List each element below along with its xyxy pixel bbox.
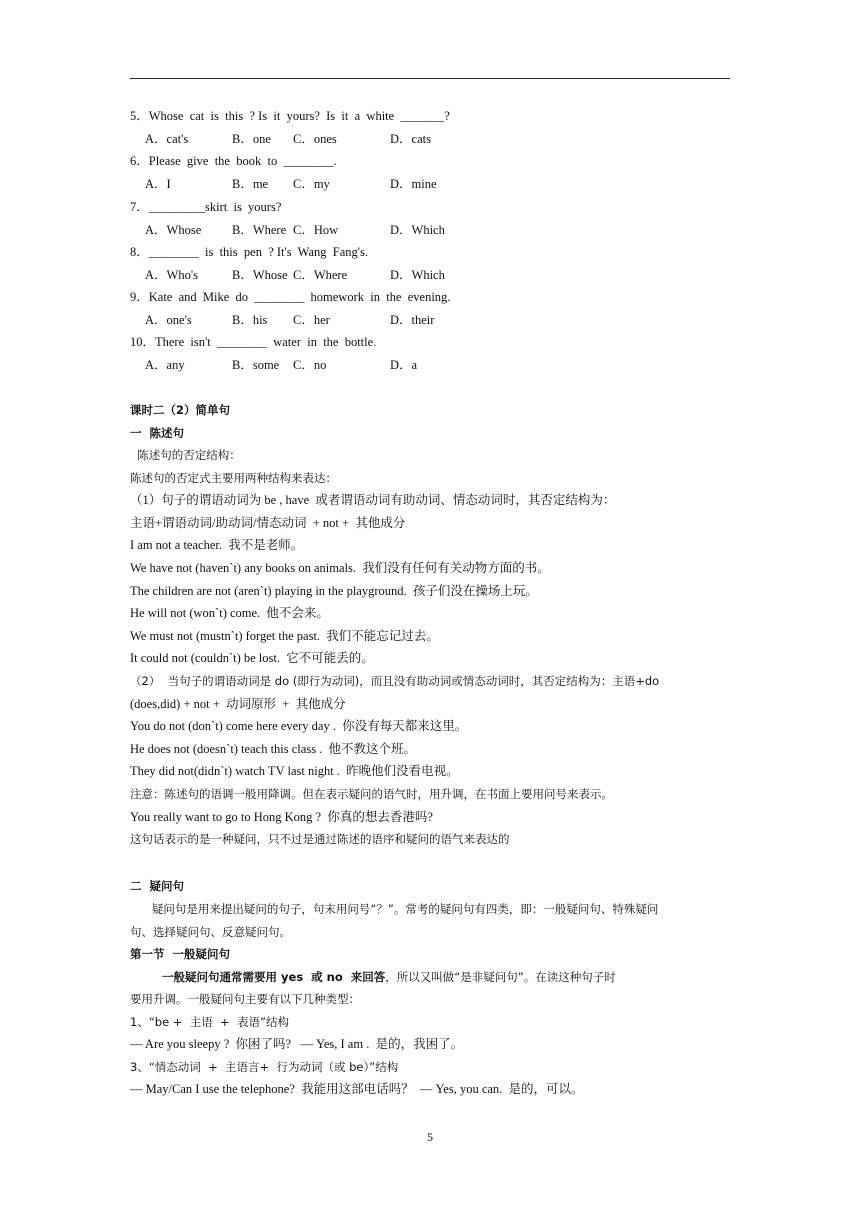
content-line: （2） 当句子的谓语动词是 do (即行为动词)，而且没有助动词或情态动词时，其否定结构为：主语+do bbox=[130, 674, 660, 688]
question-stem: 9．Kate and Mike do ________ homework in the evening. bbox=[130, 290, 451, 304]
content-line: You really want to go to Hong Kong ? 你真的想去香港吗? bbox=[130, 809, 433, 824]
answer-option: C．my bbox=[293, 177, 330, 191]
answer-option: D．their bbox=[390, 313, 435, 327]
answer-option: D．cats bbox=[390, 132, 431, 146]
content-line: 疑问句是用来提出疑问的句子，句末用问号“？”。常考的疑问句有四类，即：一般疑问句、特殊疑问 bbox=[130, 902, 659, 916]
content-line: 3、“情态动词 + 主语言+ 行为动词（或 be）”结构 bbox=[130, 1059, 399, 1074]
answer-option: A．I bbox=[145, 177, 171, 191]
lesson-title: 课时二（2）简单句 bbox=[130, 403, 231, 417]
content-line: — May/Can I use the telephone? 我能用这部电话吗？ — Yes, you can. 是的，可以。 bbox=[130, 1082, 584, 1097]
answer-option: C．How bbox=[293, 223, 339, 237]
question-stem: 7．_________skirt is yours? bbox=[130, 200, 282, 214]
content-line: You do not (don`t) come here every day . 你没有每天都来这里。 bbox=[130, 719, 468, 734]
content-line: (does,did) + not + 动词原形 + 其他成分 bbox=[130, 696, 346, 711]
content-line: I am not a teacher. 我不是老师。 bbox=[130, 538, 304, 553]
content-line: He will not (won`t) come. 他不会来。 bbox=[130, 606, 329, 621]
content-line: 主语+谓语动词/助动词/情态动词 + not + 其他成分 bbox=[130, 515, 406, 530]
content-line: 1、“be + 主语 + 表语”结构 bbox=[130, 1014, 289, 1029]
answer-option: D．mine bbox=[390, 177, 437, 191]
header-rule bbox=[130, 78, 730, 79]
subsection-heading: 第一节 一般疑问句 bbox=[130, 947, 231, 961]
answer-option: C．ones bbox=[293, 132, 337, 146]
answer-option: D．Which bbox=[390, 223, 445, 237]
content-line: （1）句子的谓语动词为 be , have 或者谓语动词有助动词、情态动词时，其否定结构为： bbox=[130, 493, 616, 508]
answer-option: A．cat's bbox=[145, 132, 189, 146]
content-line: 句、选择疑问句、反意疑问句。 bbox=[130, 925, 291, 939]
content-line: They did not(didn`t) watch TV last night . 昨晚他们没看电视。 bbox=[130, 764, 459, 779]
answer-option: D．Which bbox=[390, 268, 445, 282]
content-line: — Are you sleepy ? 你困了吗? — Yes, I am . 是的，我困了。 bbox=[130, 1037, 464, 1052]
content-line: We must not (mustn`t) forget the past. 我们不能忘记过去。 bbox=[130, 628, 439, 643]
content-line: He does not (doesn`t) teach this class . 他不教这个班。 bbox=[130, 741, 417, 756]
answer-option: C．Where bbox=[293, 268, 348, 282]
page-number: 5 bbox=[427, 1130, 433, 1144]
section-heading: 二 疑问句 bbox=[130, 879, 185, 893]
content-line: We have not (haven`t) any books on animals. 我们没有任何有关动物方面的书。 bbox=[130, 561, 550, 575]
question-stem: 6．Please give the book to ________. bbox=[130, 154, 337, 168]
answer-option: A．Who's bbox=[145, 268, 198, 282]
content-line: It could not (couldn`t) be lost. 它不可能丢的。 bbox=[130, 651, 374, 666]
question-stem: 5．Whose cat is this ? Is it yours? Is it a white _______? bbox=[130, 109, 450, 123]
answer-option: A．Whose bbox=[145, 223, 202, 237]
content-line: 陈述句的否定结构： bbox=[130, 448, 241, 462]
answer-option: B．his bbox=[232, 313, 268, 327]
question-stem: 10．There isn't ________ water in the bottle. bbox=[130, 335, 377, 349]
section-heading: 一 陈述句 bbox=[130, 426, 185, 440]
content-line: 要用升调。一般疑问句主要有以下几种类型： bbox=[130, 992, 360, 1006]
answer-option: B．me bbox=[232, 177, 269, 191]
answer-option: A．one's bbox=[145, 313, 192, 327]
content-line: 注意：陈述句的语调一般用降调。但在表示疑问的语气时，用升调，在书面上要用问号来表示。 bbox=[130, 787, 613, 801]
content-line bbox=[130, 969, 616, 985]
content-line: 陈述句的否定式主要用两种结构来表达： bbox=[130, 470, 337, 485]
answer-option: B．some bbox=[232, 358, 280, 372]
emphasis-text: 一般疑问句通常需要用 yes 或 no 来回答 bbox=[130, 970, 386, 984]
answer-option: B．Whose bbox=[232, 268, 288, 282]
answer-option: C．no bbox=[293, 358, 327, 372]
content-text: ，所以又叫做“是非疑问句”。在读这种句子时 bbox=[385, 970, 616, 984]
content-line: The children are not (aren`t) playing in the playground. 孩子们没在操场上玩。 bbox=[130, 583, 538, 598]
answer-option: A．any bbox=[145, 358, 185, 372]
answer-option: B．one bbox=[232, 132, 271, 146]
question-stem: 8．________ is this pen ? It's Wang Fang's. bbox=[130, 245, 368, 259]
content-line: 这句话表示的是一种疑问，只不过是通过陈述的语序和疑问的语气来表达的 bbox=[130, 832, 510, 847]
answer-option: B．Where bbox=[232, 223, 287, 237]
answer-option: D．a bbox=[390, 358, 418, 372]
answer-option: C．her bbox=[293, 313, 330, 327]
